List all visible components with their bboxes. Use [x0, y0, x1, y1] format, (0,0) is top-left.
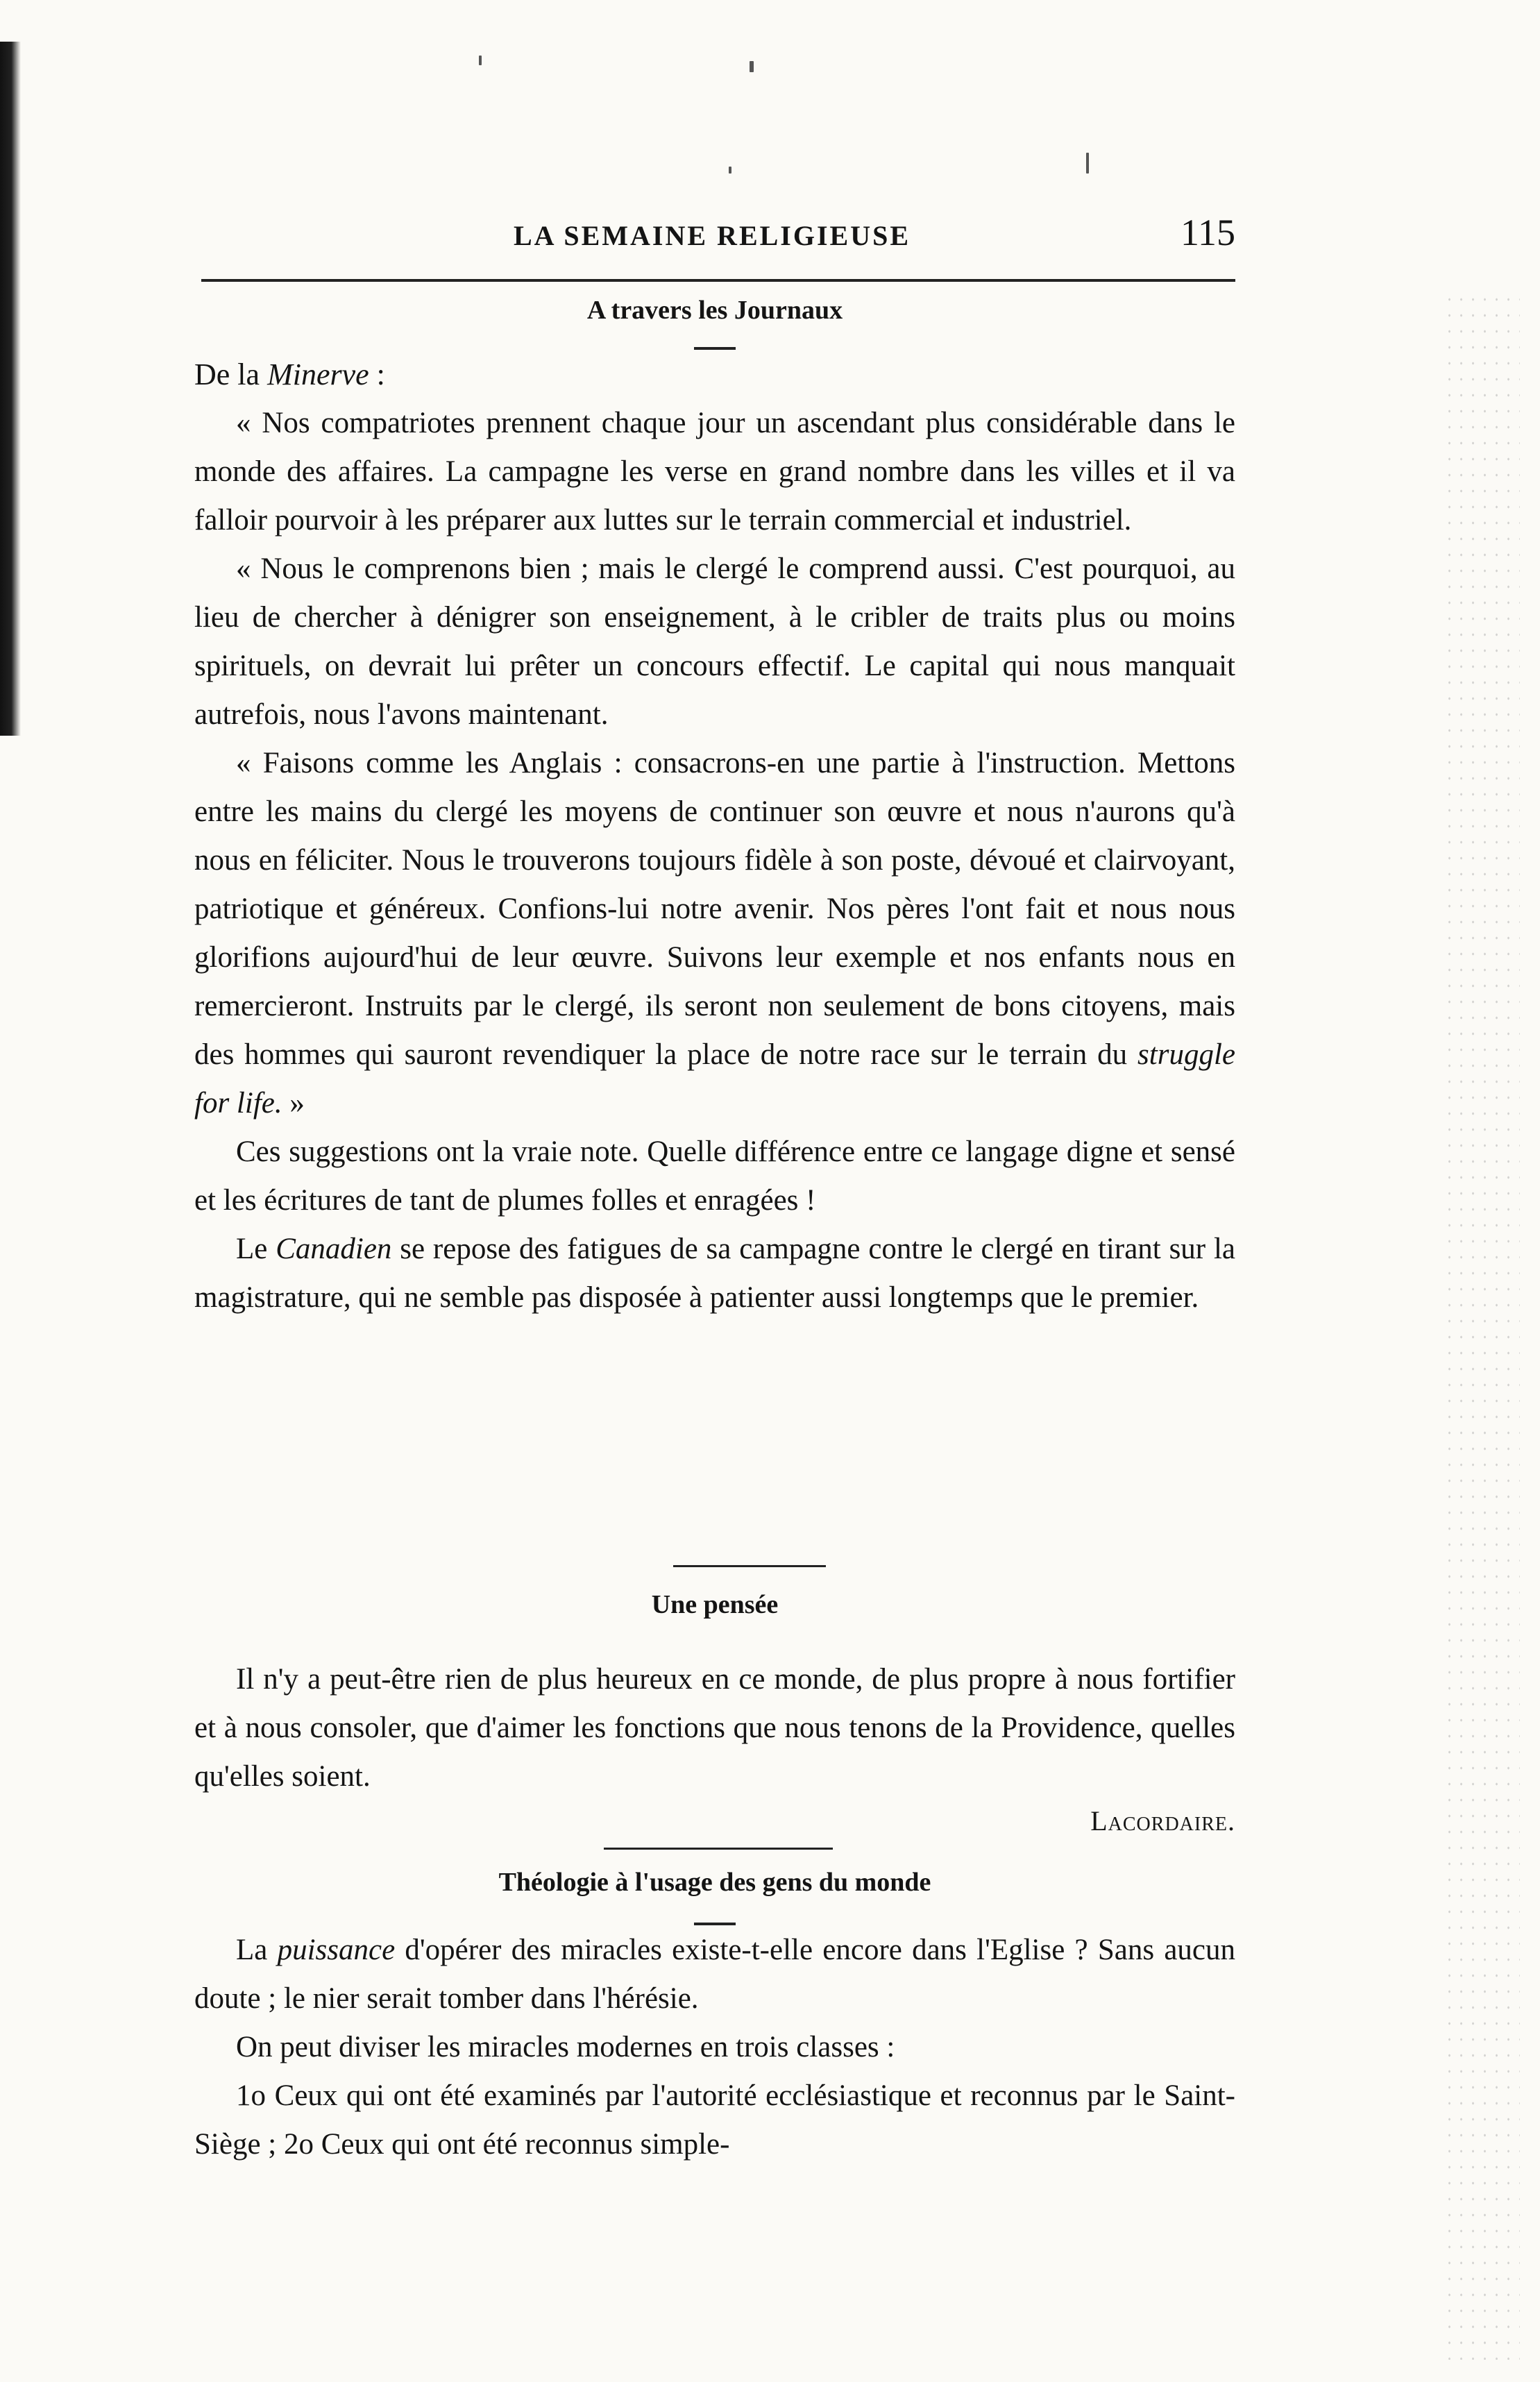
theologie-paragraph-3: 1o Ceux qui ont été examinés par l'autorité ecclésiastique et reconnus par le Saint-Siège ; 2o Ceux qui ont été reconnus simple-: [194, 2079, 1235, 2161]
canadien-name: Canadien: [276, 1233, 392, 1265]
article-journaux: [194, 350, 1235, 1322]
scan-speck: [729, 167, 731, 174]
scan-speck: [750, 61, 754, 72]
header-rule: [201, 279, 1235, 282]
section-title-journaux: A travers les Journaux: [586, 296, 843, 325]
source-prefix: De la: [194, 357, 268, 391]
binding-shadow: [0, 42, 21, 736]
source-name: Minerve: [267, 357, 369, 391]
quote-paragraph-1: « Nos compatriotes prennent chaque jour un ascendant plus considérable dans le monde des affaires. La campagne les verse en grand nombre dans les villes et il va falloir pourvoir à les préparer aux luttes sur le terrain commercial et industriel.: [194, 407, 1235, 537]
scan-speck: [1086, 153, 1089, 174]
section-divider: [673, 1565, 826, 1567]
struggle-phrase: struggle for life.: [194, 1038, 1235, 1120]
title-dash: [694, 1923, 736, 1925]
canadien-prefix: Le: [236, 1233, 276, 1265]
theologie-p1-em: puissance: [277, 1934, 396, 1966]
article-theologie: [194, 1926, 1235, 2169]
scan-noise: [1444, 292, 1520, 2360]
theologie-p1-rest: d'opérer des miracles existe-t-elle encore dans l'Eglise ? Sans aucun doute ; le nier serait tomber dans l'hérésie.: [194, 1934, 1235, 2015]
page-number: 115: [1181, 212, 1235, 253]
quote-paragraph-3-text: « Faisons comme les Anglais : consacrons-en une partie à l'instruction. Mettons entre les mains du clergé les moyens de continuer son œuvre et nous n'aurons qu'à nous en féliciter. Nous le trouverons toujours fidèle à son poste, dévoué et clairvoyant, patriotique et généreux. Confions-lui notre avenir. Nos pères l'ont fait et nous nous glorifions aujourd'hui de leur œuvre. Suivons leur exemple et nos enfants nous en remercieront. Instruits par le clergé, ils seront non seulement de bons citoyens, mais des hommes qui sauront revendiquer la place de notre race sur le terrain du: [194, 747, 1235, 1071]
theologie-paragraph-1: [194, 1926, 1235, 2023]
commentary-paragraph: Ces suggestions ont la vraie note. Quelle différence entre ce langage digne et sensé et les écritures de tant de plumes folles et enragées !: [194, 1135, 1235, 1217]
title-dash: [694, 347, 736, 350]
source-line: [194, 350, 1235, 399]
scan-speck: [479, 56, 482, 65]
canadien-paragraph: [194, 1225, 1235, 1322]
quote-paragraph-3: [194, 739, 1235, 1128]
article-pensee: [194, 1655, 1235, 1801]
running-header: [194, 208, 1235, 271]
theologie-paragraph-2: On peut diviser les miracles modernes en trois classes :: [236, 2031, 895, 2063]
quote-paragraph-2: « Nous le comprenons bien ; mais le clergé le comprend aussi. C'est pourquoi, au lieu de chercher à dénigrer son enseignement, à le cribler de traits plus ou moins spirituels, on devrait lui prêter un concours effectif. Le capital qui nous manquait autrefois, nous l'avons maintenant.: [194, 552, 1235, 731]
section-title-theologie: Théologie à l'usage des gens du monde: [498, 1868, 931, 1897]
canadien-rest: se repose des fatigues de sa campagne contre le clergé en tirant sur la magistrature, qui ne semble pas disposée à patienter aussi longtemps que le premier.: [194, 1233, 1235, 1314]
signature-lacordaire: Lacordaire.: [1090, 1805, 1235, 1836]
section-title-pensee: Une pensée: [651, 1590, 779, 1619]
pensee-text: Il n'y a peut-être rien de plus heureux en ce monde, de plus propre à nous fortifier et à nous consoler, que d'aimer les fonctions que nous tenons de la Providence, quelles qu'elles soient.: [194, 1663, 1235, 1793]
theologie-p1-prefix: La: [236, 1934, 278, 1966]
section-divider: [604, 1848, 833, 1850]
quote-close: »: [282, 1087, 305, 1120]
source-suffix: :: [369, 357, 385, 391]
running-title: LA SEMAINE RELIGIEUSE: [514, 220, 911, 251]
